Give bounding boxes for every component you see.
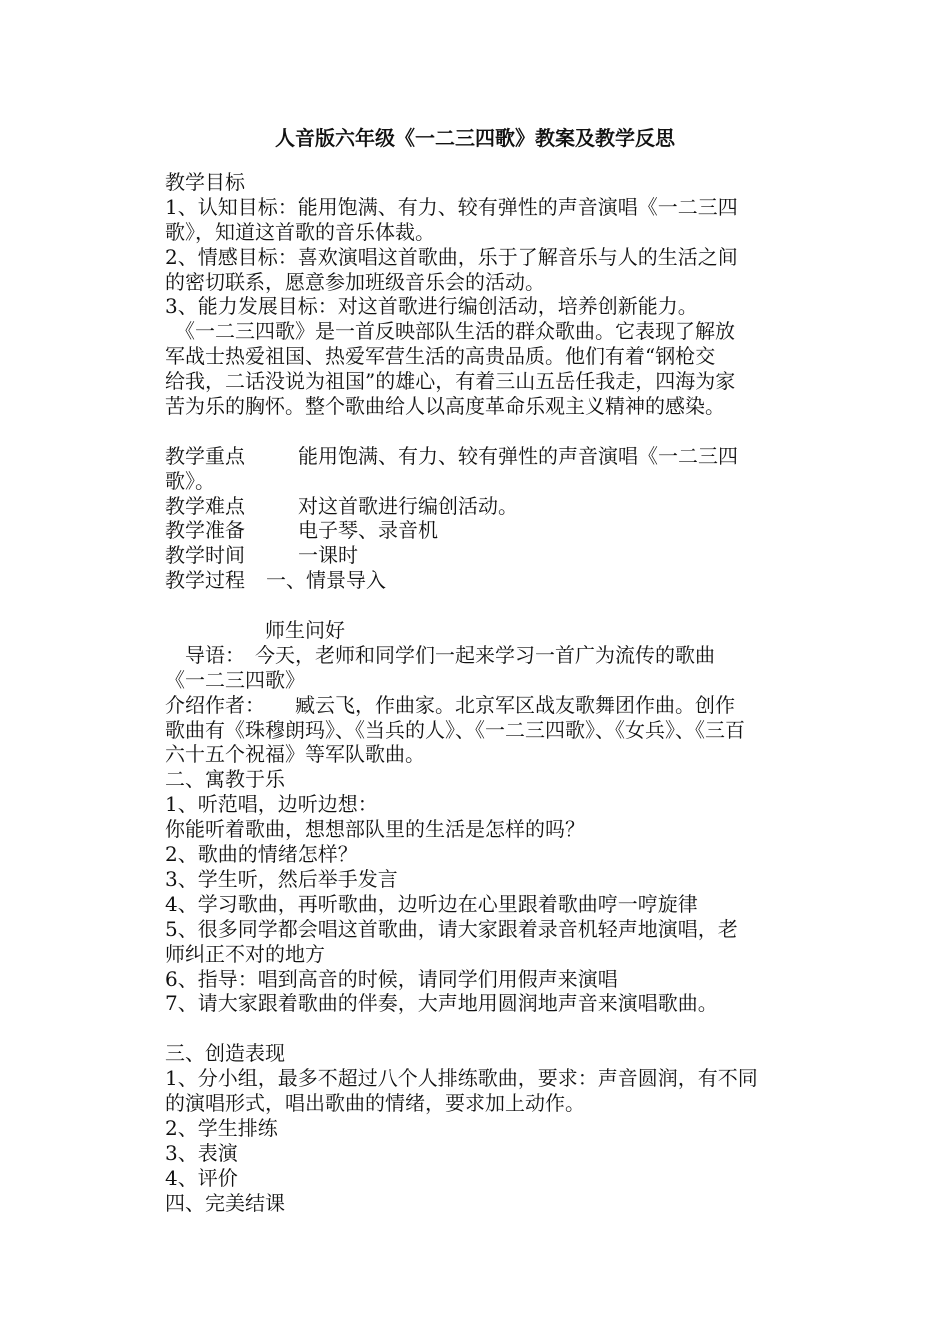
text-line: 1、分小组，最多不超过八个人排练歌曲，要求：声音圆润，有不同 (165, 1066, 758, 1091)
text-line: 的密切联系，愿意参加班级音乐会的活动。 (165, 269, 545, 294)
text-line: 导语： 今天，老师和同学们一起来学习一首广为流传的歌曲 (165, 642, 715, 667)
process-label: 教学过程 (165, 568, 245, 593)
difficulty-label: 教学难点 (165, 493, 245, 518)
focus-value-cont: 歌》。 (165, 468, 215, 493)
text-line: 《一二三四歌》是一首反映部队生活的群众歌曲。它表现了解放 (165, 319, 735, 344)
blank-line (165, 593, 790, 618)
section-heading: 三、创造表现 (165, 1041, 285, 1066)
text-line: 4、评价 (165, 1165, 238, 1190)
focus-row (165, 444, 790, 469)
process-row (165, 568, 790, 593)
text-line: 2、学生排练 (165, 1115, 278, 1140)
text-line: 你能听着歌曲，想想部队里的生活是怎样的吗？ (165, 817, 585, 842)
document-title: 人音版六年级《一二三四歌》教案及教学反思 (275, 126, 675, 150)
text-line: 2、情感目标：喜欢演唱这首歌曲，乐于了解音乐与人的生活之间 (165, 244, 738, 269)
preparation-value: 电子琴、录音机 (298, 518, 438, 543)
text-line: 2、歌曲的情绪怎样？ (165, 842, 358, 867)
section-heading: 二、寓教于乐 (165, 767, 285, 792)
process-value: 一、情景导入 (266, 568, 386, 593)
text-line: 1、认知目标：能用饱满、有力、较有弹性的声音演唱《一二三四 (165, 194, 738, 219)
text-line: 师纠正不对的地方 (165, 941, 325, 966)
difficulty-row (165, 494, 790, 519)
text-line: 的演唱形式，唱出歌曲的情绪，要求加上动作。 (165, 1090, 585, 1115)
blank-line (165, 1016, 790, 1041)
text-line: 5、很多同学都会唱这首歌曲，请大家跟着录音机轻声地演唱，老 (165, 916, 738, 941)
blank-line (165, 419, 790, 444)
preparation-label: 教学准备 (165, 518, 245, 543)
text-line: 3、学生听，然后举手发言 (165, 866, 398, 891)
text-line: 《一二三四歌》 (165, 667, 305, 692)
text-line: 3、能力发展目标：对这首歌进行编创活动，培养创新能力。 (165, 294, 698, 319)
preparation-row (165, 518, 790, 543)
text-line: 六十五个祝福》等军队歌曲。 (165, 742, 425, 767)
time-value: 一课时 (298, 543, 358, 568)
greeting-line: 师生问好 (165, 618, 345, 643)
section-heading: 四、完美结课 (165, 1190, 285, 1215)
time-row (165, 543, 790, 568)
text-line: 3、表演 (165, 1140, 238, 1165)
text-line: 歌》，知道这首歌的音乐体裁。 (165, 219, 435, 244)
document-body (165, 170, 790, 1215)
text-line: 7、请大家跟着歌曲的伴奏，大声地用圆润地声音来演唱歌曲。 (165, 991, 718, 1016)
time-label: 教学时间 (165, 543, 245, 568)
text-line: 军战士热爱祖国、热爱军营生活的高贵品质。他们有着“钢枪交 (165, 344, 716, 369)
text-line: 介绍作者： 臧云飞，作曲家。北京军区战友歌舞团作曲。创作 (165, 692, 735, 717)
text-line: 6、指导：唱到高音的时候，请同学们用假声来演唱 (165, 966, 618, 991)
text-line: 歌曲有《珠穆朗玛》、《当兵的人》、《一二三四歌》、《女兵》、《三百 (165, 717, 745, 742)
text-line: 给我，二话没说为祖国”的雄心，有着三山五岳任我走，四海为家 (165, 369, 736, 394)
text-line: 1、听范唱，边听边想： (165, 792, 378, 817)
text-line: 教学目标 (165, 170, 245, 194)
text-line: 4、学习歌曲，再听歌曲，边听边在心里跟着歌曲哼一哼旋律 (165, 891, 698, 916)
focus-label: 教学重点 (165, 443, 245, 468)
difficulty-value: 对这首歌进行编创活动。 (298, 493, 518, 518)
focus-value: 能用饱满、有力、较有弹性的声音演唱《一二三四 (298, 443, 738, 468)
text-line: 苦为乐的胸怀。整个歌曲给人以高度革命乐观主义精神的感染。 (165, 394, 725, 419)
